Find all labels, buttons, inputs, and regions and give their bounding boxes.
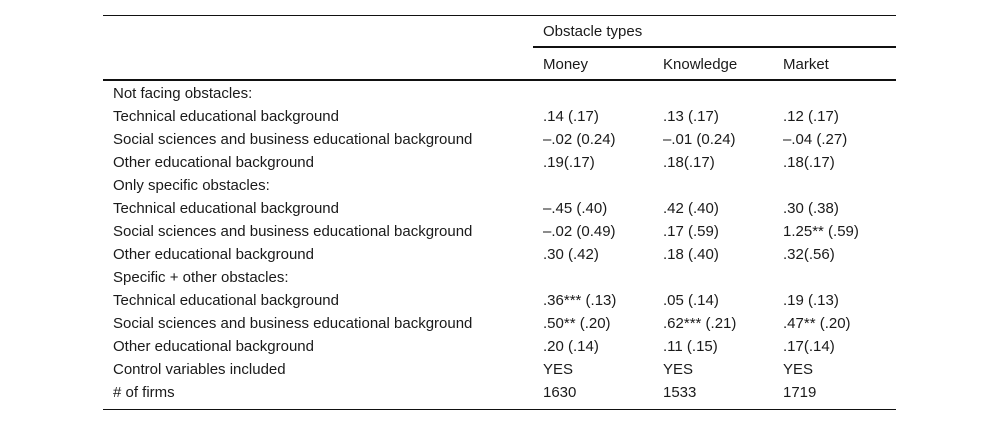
cell-knowledge: .62*** (.21) <box>663 315 737 332</box>
column-header-market: Market <box>783 56 829 73</box>
row-label: Technical educational background <box>113 292 339 309</box>
cell-knowledge: –.01 (0.24) <box>663 131 736 148</box>
table-row <box>103 105 896 128</box>
cell-knowledge: .11 (.15) <box>663 338 718 355</box>
cell-market: .18(.17) <box>783 154 835 171</box>
row-label: Technical educational background <box>113 108 339 125</box>
table-row <box>103 312 896 335</box>
cell-money: –.45 (.40) <box>543 200 608 217</box>
row-label: Other educational background <box>113 338 314 355</box>
cell-market: 1719 <box>783 384 817 401</box>
cell-money: .20 (.14) <box>543 338 599 355</box>
cell-knowledge: YES <box>663 361 694 378</box>
column-header-money: Money <box>543 56 589 73</box>
row-label: Only specific obstacles: <box>113 177 270 194</box>
table-body <box>103 82 896 404</box>
table-row <box>103 243 896 266</box>
group-header-obstacle-types: Obstacle types <box>543 23 643 40</box>
row-label: Technical educational background <box>113 200 339 217</box>
table-row <box>103 289 896 312</box>
header-rule <box>103 79 896 81</box>
cell-market: .30 (.38) <box>783 200 839 217</box>
row-label: Social sciences and business educational background <box>113 223 473 240</box>
cell-money: .14 (.17) <box>543 108 599 125</box>
section-row-not-facing <box>103 82 896 105</box>
row-label: # of firms <box>113 384 175 401</box>
cell-market: .47** (.20) <box>783 315 851 332</box>
cell-knowledge: 1533 <box>663 384 697 401</box>
section-row-specific-plus-other <box>103 266 896 289</box>
cell-knowledge: .05 (.14) <box>663 292 719 309</box>
bottom-rule <box>103 409 896 410</box>
table-row-controls <box>103 358 896 381</box>
cell-money: –.02 (0.24) <box>543 131 616 148</box>
column-header-knowledge: Knowledge <box>663 56 738 73</box>
cell-money: .30 (.42) <box>543 246 599 263</box>
cell-knowledge: .18 (.40) <box>663 246 719 263</box>
row-label: Social sciences and business educational background <box>113 131 473 148</box>
row-label: Control variables included <box>113 361 286 378</box>
table-row-firm-count <box>103 381 896 404</box>
row-label: Specific + other obstacles: <box>113 269 289 286</box>
section-row-only-specific <box>103 174 896 197</box>
cell-knowledge: .18(.17) <box>663 154 715 171</box>
cell-money: .50** (.20) <box>543 315 611 332</box>
table-row <box>103 197 896 220</box>
cell-market: .12 (.17) <box>783 108 839 125</box>
row-label: Social sciences and business educational background <box>113 315 473 332</box>
group-header-rule <box>533 46 896 48</box>
cell-knowledge: .17 (.59) <box>663 223 719 240</box>
cell-knowledge: .13 (.17) <box>663 108 719 125</box>
cell-money: –.02 (0.49) <box>543 223 616 240</box>
table-row <box>103 335 896 358</box>
table-row <box>103 151 896 174</box>
cell-market: –.04 (.27) <box>783 131 848 148</box>
cell-knowledge: .42 (.40) <box>663 200 719 217</box>
table-row <box>103 128 896 151</box>
cell-money: 1630 <box>543 384 577 401</box>
cell-market: .32(.56) <box>783 246 835 263</box>
cell-market: YES <box>783 361 814 378</box>
row-label: Other educational background <box>113 154 314 171</box>
top-rule <box>103 15 896 16</box>
row-label: Other educational background <box>113 246 314 263</box>
cell-market: .19 (.13) <box>783 292 839 309</box>
cell-market: .17(.14) <box>783 338 835 355</box>
cell-money: .36*** (.13) <box>543 292 617 309</box>
cell-market: 1.25** (.59) <box>783 223 859 240</box>
table-row <box>103 220 896 243</box>
cell-money: .19(.17) <box>543 154 595 171</box>
cell-money: YES <box>543 361 574 378</box>
row-label: Not facing obstacles: <box>113 85 253 102</box>
